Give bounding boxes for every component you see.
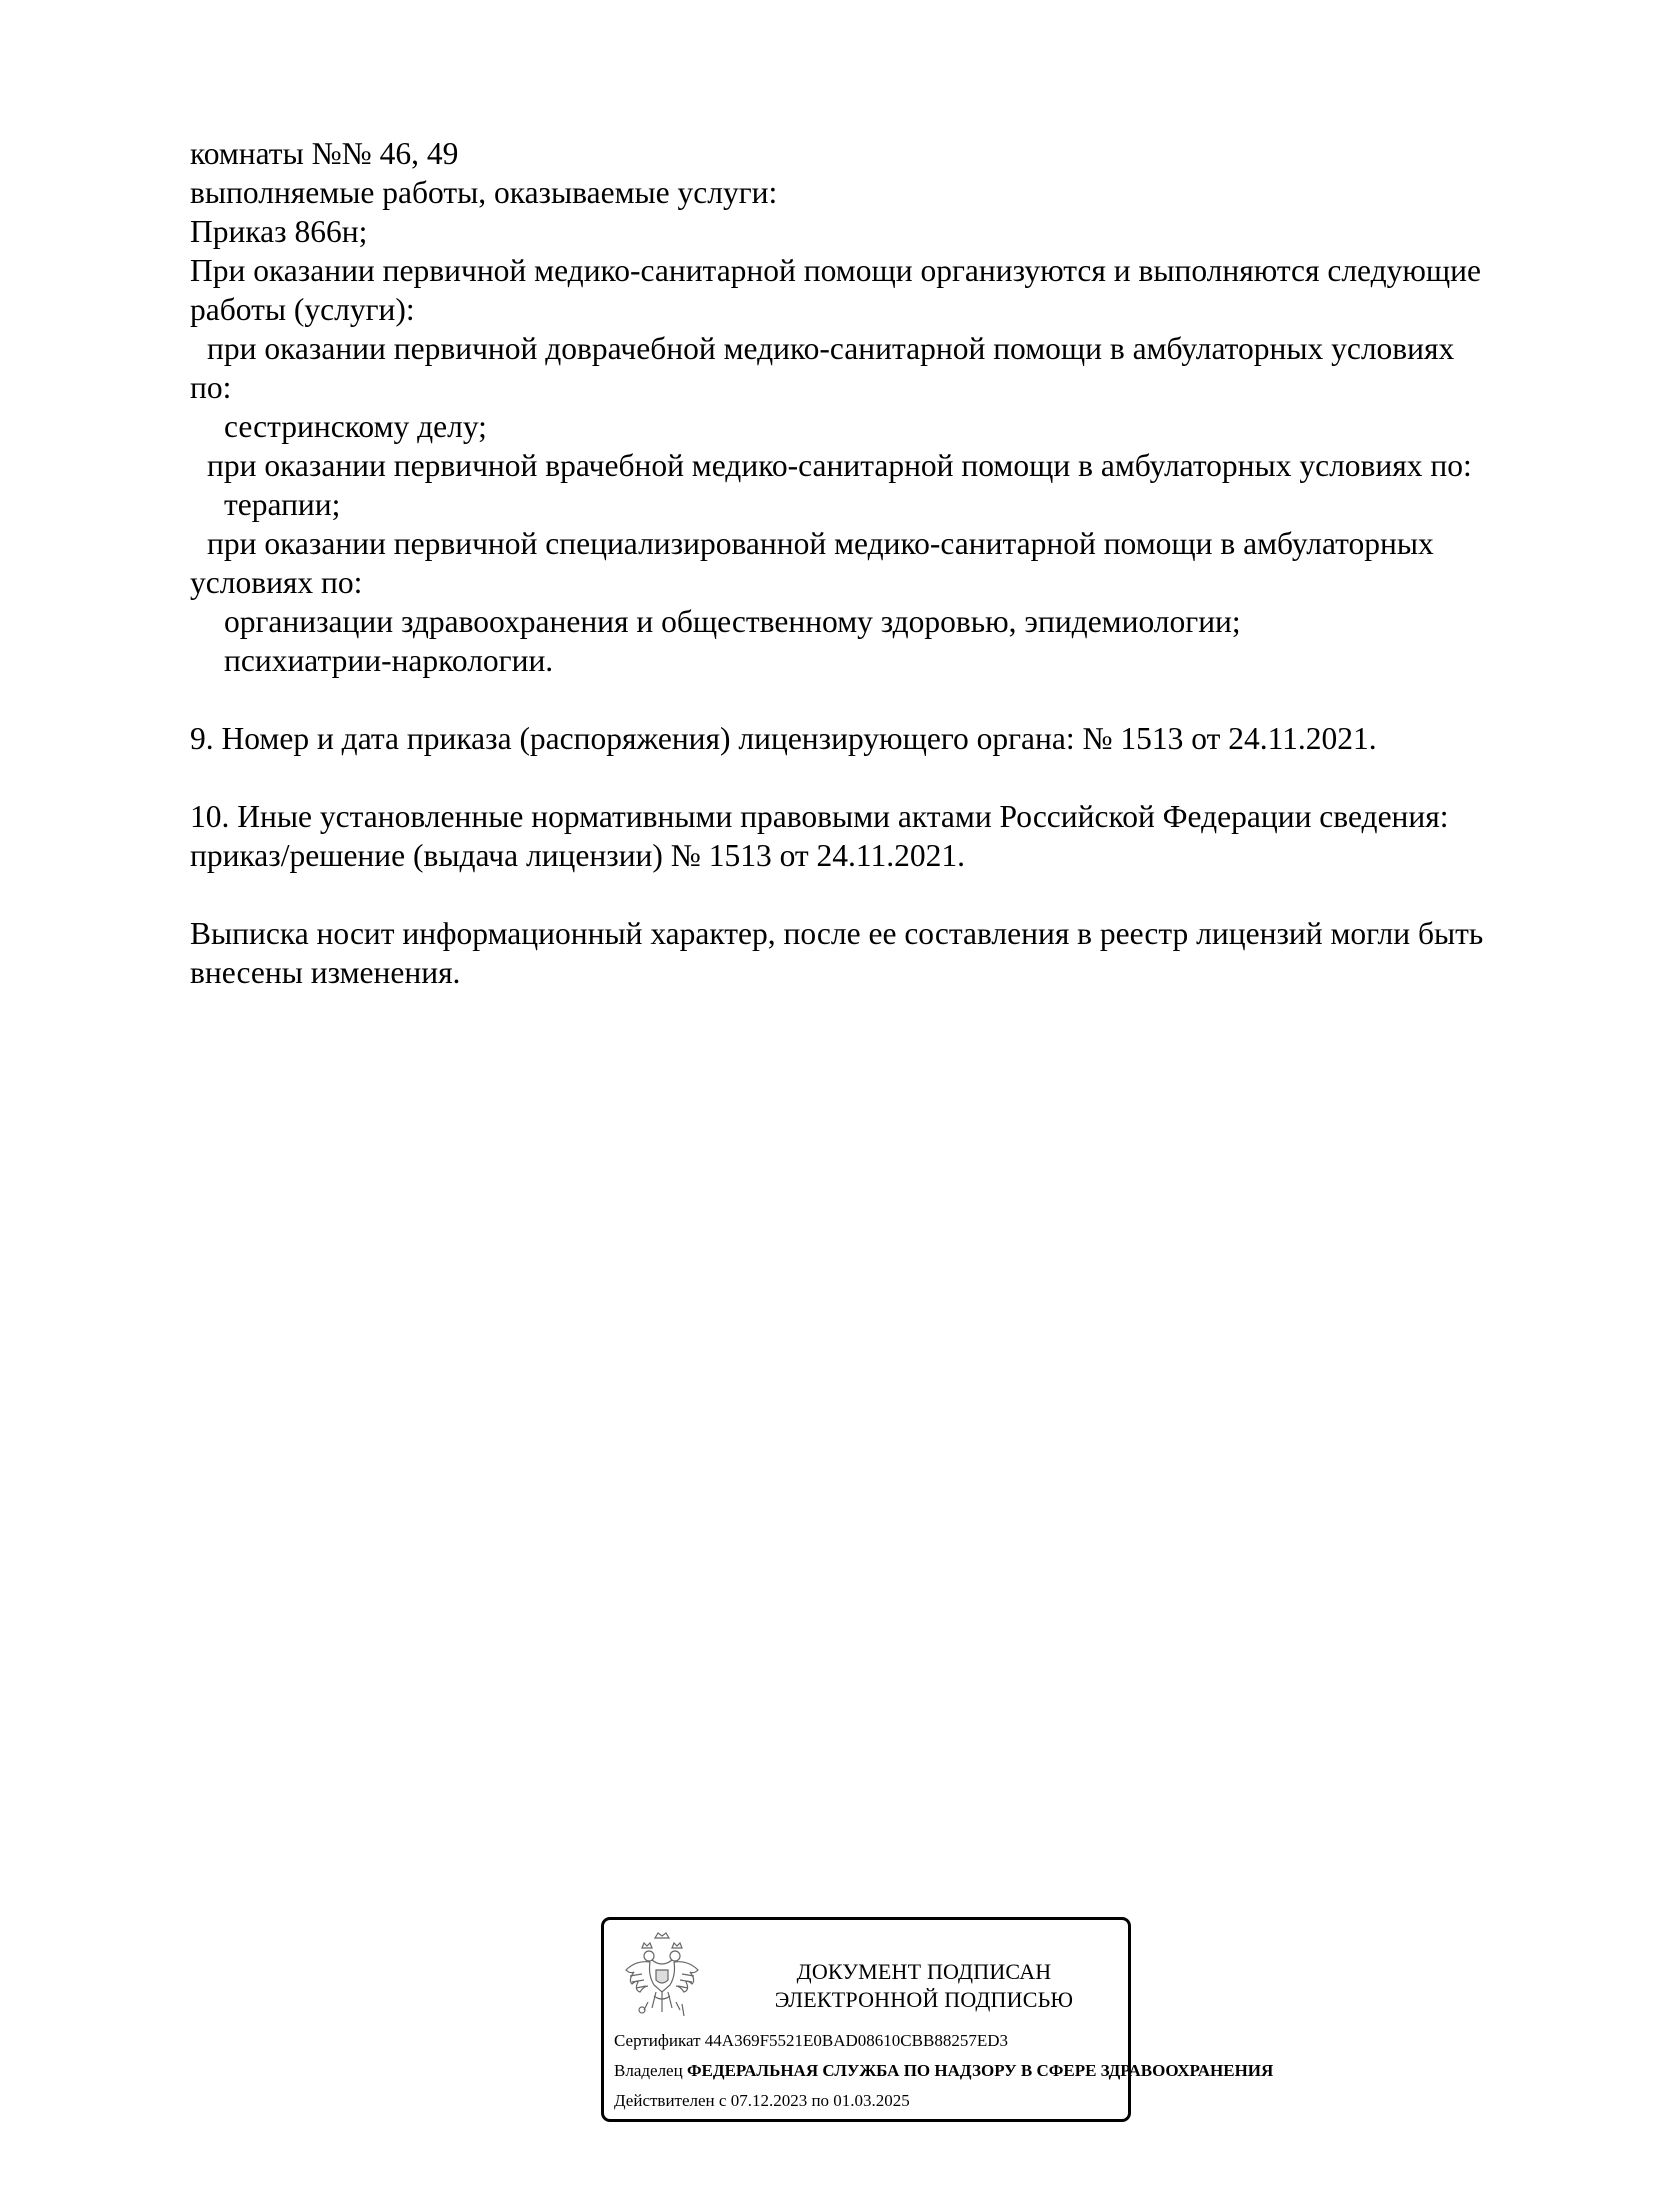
- document-line: при оказании первичной доврачебной медико-санитарной помощи в амбулаторных условиях: [207, 331, 1455, 366]
- section-10-line: 10. Иные установленные нормативными правовыми актами Российской Федерации сведения:: [190, 799, 1449, 834]
- document-line: работы (услуги):: [190, 292, 415, 327]
- owner-line: [614, 2060, 1273, 2082]
- owner-label: Владелец: [614, 2061, 683, 2080]
- document-line: терапии;: [224, 487, 341, 522]
- section-9: 9. Номер и дата приказа (распоряжения) лицензирующего органа: № 1513 от 24.11.2021.: [190, 721, 1377, 756]
- spacer: [190, 758, 1570, 797]
- document-body: [190, 134, 1570, 992]
- certificate-line: [614, 2030, 1008, 2052]
- document-line: организации здравоохранения и общественному здоровью, эпидемиологии;: [224, 604, 1241, 639]
- stamp-title-line: ДОКУМЕНТ ПОДПИСАН: [796, 1959, 1052, 1984]
- russian-coat-of-arms-icon: [622, 1930, 702, 2025]
- spacer: [190, 875, 1570, 914]
- document-line: при оказании первичной врачебной медико-санитарной помощи в амбулаторных условиях по:: [207, 448, 1472, 483]
- document-line: условиях по:: [190, 565, 363, 600]
- owner-value: ФЕДЕРАЛЬНАЯ СЛУЖБА ПО НАДЗОРУ В СФЕРЕ ЗДРАВООХРАНЕНИЯ: [686, 2061, 1274, 2080]
- stamp-title-line: ЭЛЕКТРОННОЙ ПОДПИСЬЮ: [774, 1987, 1074, 2012]
- spacer: [190, 680, 1570, 719]
- disclaimer-line: внесены изменения.: [190, 955, 461, 990]
- document-line: психиатрии-наркологии.: [224, 643, 554, 678]
- validity-line: Действителен с 07.12.2023 по 01.03.2025: [614, 2091, 910, 2110]
- document-line: выполняемые работы, оказываемые услуги:: [190, 175, 778, 210]
- electronic-signature-stamp: [601, 1917, 1274, 2122]
- document-line: Приказ 866н;: [190, 214, 368, 249]
- disclaimer-line: Выписка носит информационный характер, после ее составления в реестр лицензий могли быть: [190, 916, 1484, 951]
- document-line: При оказании первичной медико-санитарной помощи организуются и выполняются следующие: [190, 253, 1482, 288]
- certificate-value: 44A369F5521E0BAD08610CBB88257ED3: [704, 2031, 1008, 2050]
- document-line: по:: [190, 370, 232, 405]
- document-line: при оказании первичной специализированной медико-санитарной помощи в амбулаторных: [207, 526, 1434, 561]
- document-line: сестринскому делу;: [224, 409, 487, 444]
- document-line: комнаты №№ 46, 49: [190, 136, 459, 171]
- section-10-line: приказ/решение (выдача лицензии) № 1513 от 24.11.2021.: [190, 838, 966, 873]
- certificate-label: Сертификат: [614, 2031, 701, 2050]
